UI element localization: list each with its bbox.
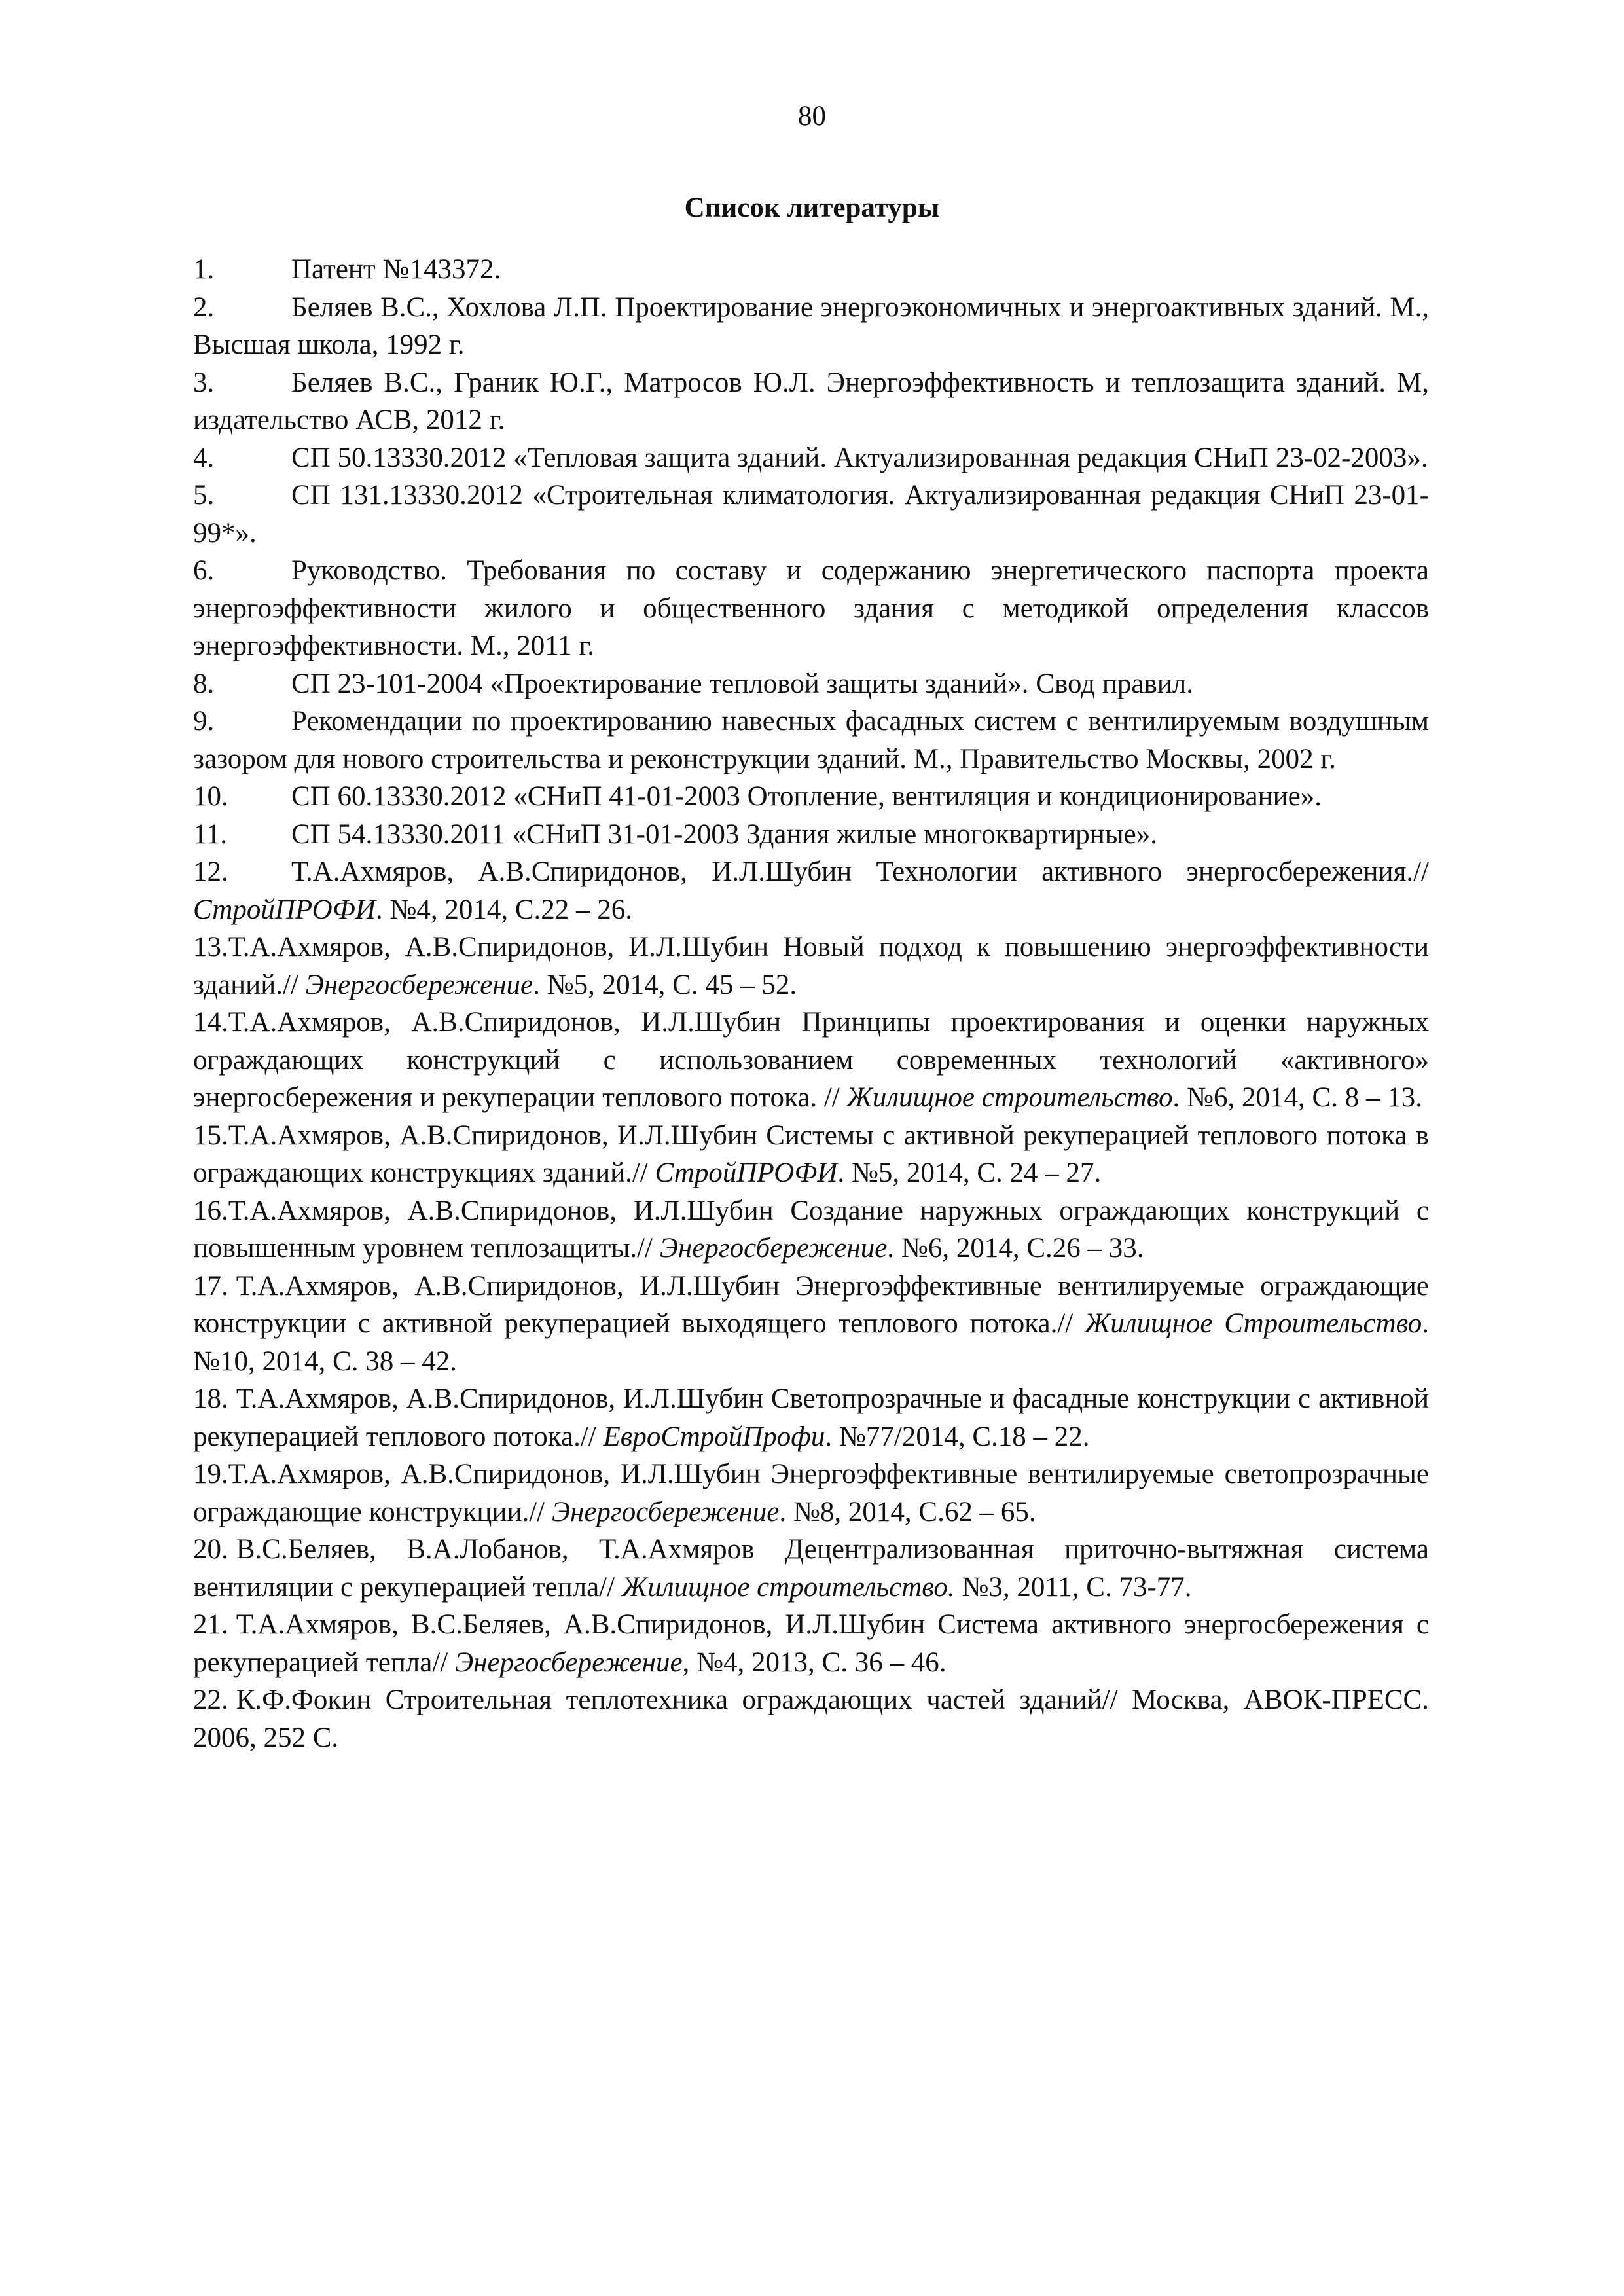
reference-number: 3. [193, 367, 215, 398]
reference-text: К.Ф.Фокин Строительная теплотехника ограждающих частей зданий// Москва, АВОК-ПРЕСС. 2006, 252 С. [193, 1685, 1429, 1753]
reference-text: Т.А.Ахмяров, А.В.Спиридонов, И.Л.Шубин Создание наружных ограждающих конструкций с повышенным уровнем теплозащиты.// [193, 1195, 1429, 1264]
reference-text: Т.А.Ахмяров, А.В.Спиридонов, И.Л.Шубин Новый подход к повышению энергоэффективности зданий.// [193, 932, 1429, 1000]
reference-item [193, 1004, 1429, 1117]
reference-details: , №4, 2013, С. 36 – 46. [682, 1647, 947, 1678]
reference-text: СП 54.13330.2011 «СНиП 31-01-2003 Здания жилые многоквартирные». [291, 818, 1157, 850]
reference-details: . №10, 2014, С. 38 – 42. [193, 1308, 1430, 1377]
reference-number: 8. [193, 668, 215, 699]
reference-item [193, 1455, 1429, 1531]
reference-details: . №4, 2014, С.22 – 26. [375, 894, 633, 925]
reference-text: Беляев В.С., Граник Ю.Г., Матросов Ю.Л. Энергоэффективность и теплозащита зданий. М, издательство АСВ, 2012 г. [193, 367, 1429, 435]
reference-details: . №5, 2014, С. 45 – 52. [533, 969, 797, 1000]
reference-number: 12. [193, 856, 228, 887]
reference-details: . №77/2014, С.18 – 22. [825, 1421, 1090, 1452]
reference-number: 16. [193, 1195, 228, 1226]
reference-source: ЕвроСтройПрофи [603, 1421, 825, 1452]
reference-text: Т.А.Ахмяров, А.В.Спиридонов, И.Л.Шубин Энергоэффективные вентилируемые ограждающие конструкции с активной рекуперацией выходящего теплового потока.// [193, 1270, 1429, 1339]
reference-number: 15. [193, 1120, 228, 1151]
reference-item [193, 1606, 1429, 1681]
reference-number: 18. [193, 1383, 228, 1414]
reference-text: СП 50.13330.2012 «Тепловая защита зданий. Актуализированная редакция СНиП 23-02-2003». [291, 442, 1428, 473]
reference-source: Жилищное строительство [846, 1082, 1173, 1113]
reference-number: 9. [193, 706, 215, 737]
reference-number: 22. [193, 1685, 228, 1715]
reference-item [193, 702, 1429, 778]
page-title: Список литературы [684, 192, 940, 223]
reference-number: 2. [193, 291, 215, 323]
reference-number: 19. [193, 1459, 228, 1489]
reference-text: Руководство. Требования по составу и содержанию энергетического паспорта проекта энергоэффективности жилого и общественного здания с методикой определения классов энергоэффективности. М., 2011 г. [193, 555, 1429, 661]
reference-item [193, 928, 1429, 1004]
reference-text: Т.А.Ахмяров, А.В.Спиридонов, И.Л.Шубин Светопрозрачные и фасадные конструкции с активной рекуперацией теплового потока.// [193, 1383, 1429, 1452]
reference-item [193, 853, 1429, 928]
reference-item [193, 1380, 1429, 1455]
reference-details: . №6, 2014, С. 8 – 13. [1172, 1082, 1422, 1113]
reference-text: Рекомендации по проектированию навесных фасадных систем с вентилируемым воздушным зазором для нового строительства и реконструкции зданий. М., Правительство Москвы, 2002 г. [193, 706, 1429, 774]
reference-text: СП 131.13330.2012 «Строительная климатология. Актуализированная редакция СНиП 23-01-99*». [193, 480, 1429, 549]
reference-item [193, 289, 1429, 364]
reference-item [193, 477, 1429, 552]
reference-item [193, 1117, 1429, 1192]
reference-text: В.С.Беляев, В.А.Лобанов, Т.А.Ахмяров Децентрализованная приточно-вытяжная система вентиляции с рекуперацией тепла// [193, 1534, 1429, 1603]
reference-text: Т.А.Ахмяров, А.В.Спиридонов, И.Л.Шубин Энергоэффективные вентилируемые светопрозрачные ограждающие конструкции.// [193, 1459, 1429, 1527]
reference-source: Энергосбережение [455, 1647, 683, 1678]
reference-text: Т.А.Ахмяров, В.С.Беляев, А.В.Спиридонов, И.Л.Шубин Система активного энергосбережения с рекуперацией тепла// [193, 1609, 1429, 1678]
reference-source: Энергосбережение [551, 1496, 780, 1527]
reference-source: СтройПРОФИ [193, 894, 376, 925]
reference-number: 5. [193, 480, 215, 511]
reference-number: 17. [193, 1270, 228, 1302]
reference-number: 6. [193, 555, 215, 586]
reference-item [193, 1192, 1429, 1267]
reference-text: Т.А.Ахмяров, А.В.Спиридонов, И.Л.Шубин Технологии активного энергосбережения.// [291, 856, 1429, 887]
reference-source: Жилищное Строительство [1085, 1308, 1422, 1339]
reference-item [193, 364, 1429, 439]
reference-number: 13. [193, 932, 228, 962]
reference-item [193, 816, 1429, 854]
reference-details: . №5, 2014, С. 24 – 27. [837, 1157, 1102, 1188]
reference-number: 4. [193, 442, 215, 473]
reference-item [193, 1531, 1429, 1606]
reference-text: Беляев В.С., Хохлова Л.П. Проектирование энергоэкономичных и энергоактивных зданий. М., Высшая школа, 1992 г. [193, 291, 1429, 360]
reference-text: Т.А.Ахмяров, А.В.Спиридонов, И.Л.Шубин Принципы проектирования и оценки наружных ограждающих конструкций с использованием современных технологий «активного» энергосбережения и рекуперации теплового потока. // [193, 1007, 1429, 1113]
reference-source: Жилищное строительство. [621, 1571, 955, 1603]
reference-source: Энергосбережение [659, 1233, 888, 1264]
reference-details: . №8, 2014, С.62 – 65. [779, 1496, 1036, 1527]
reference-item [193, 778, 1429, 816]
reference-text: Патент №143372. [291, 254, 501, 285]
reference-item [193, 1267, 1429, 1381]
reference-text: Т.А.Ахмяров, А.В.Спиридонов, И.Л.Шубин Системы с активной рекуперацией теплового потока в ограждающих конструкциях зданий.// [193, 1120, 1429, 1188]
reference-item [193, 665, 1429, 703]
reference-source: СтройПРОФИ [655, 1157, 838, 1188]
reference-number: 20. [193, 1534, 228, 1565]
reference-number: 21. [193, 1609, 228, 1640]
reference-number: 14. [193, 1007, 228, 1038]
reference-item [193, 1681, 1429, 1757]
reference-item [193, 439, 1429, 477]
reference-details: . №6, 2014, С.26 – 33. [887, 1233, 1144, 1264]
reference-item [193, 552, 1429, 665]
page-number: 80 [798, 101, 826, 132]
reference-source: Энергосбережение [305, 969, 533, 1000]
reference-details: №3, 2011, С. 73-77. [954, 1571, 1192, 1603]
reference-text: СП 60.13330.2012 «СНиП 41-01-2003 Отопление, вентиляция и кондиционирование». [291, 781, 1322, 812]
reference-text: СП 23-101-2004 «Проектирование тепловой защиты зданий». Свод правил. [291, 668, 1193, 699]
reference-number: 11. [193, 818, 228, 850]
reference-list [193, 251, 1429, 1757]
reference-number: 1. [193, 254, 215, 285]
reference-number: 10. [193, 781, 228, 812]
reference-item [193, 251, 1429, 289]
